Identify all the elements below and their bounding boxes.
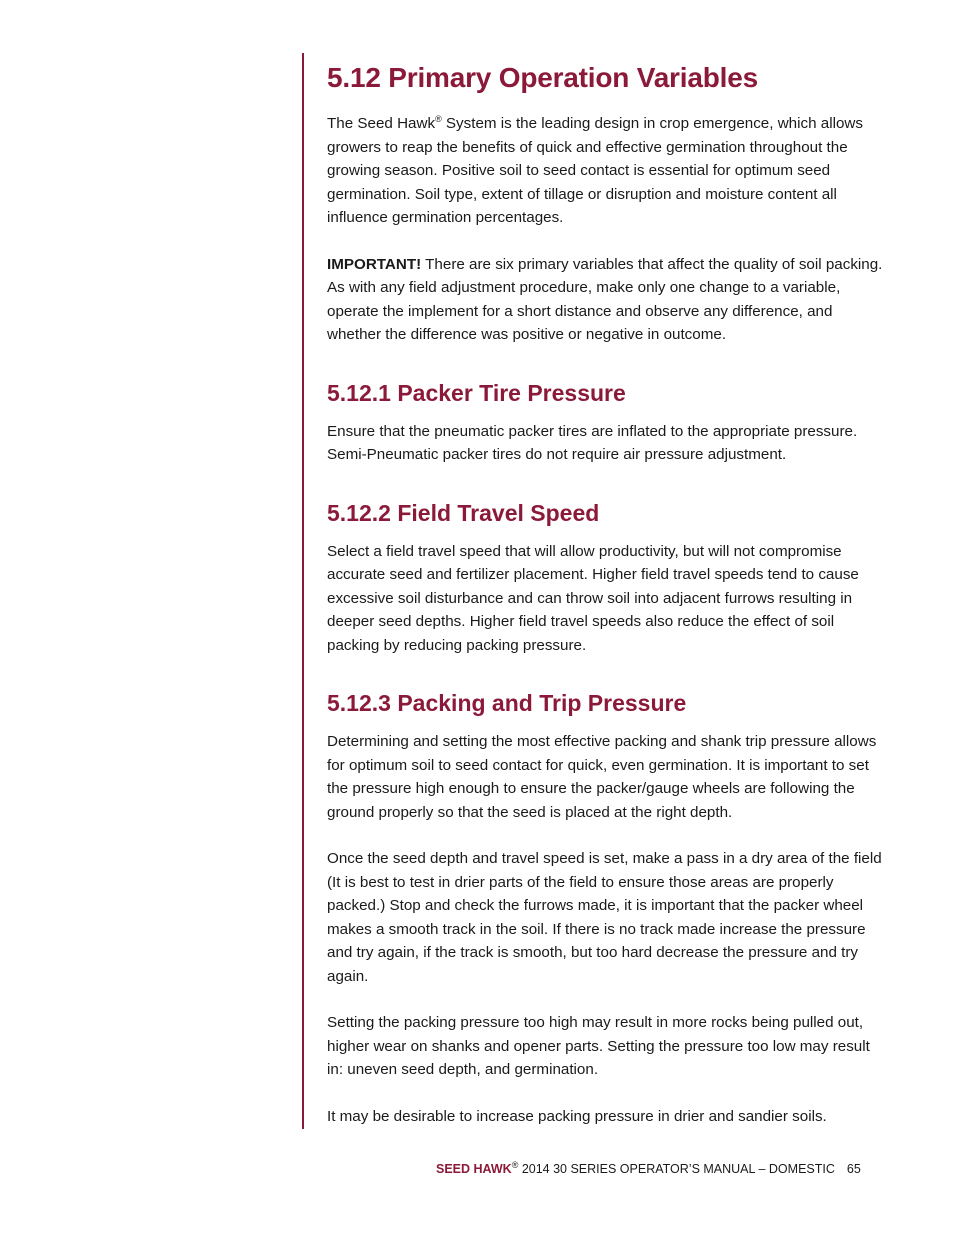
important-label: IMPORTANT! [327,255,422,273]
registered-mark: ® [435,113,442,124]
section-packer-tire-pressure [327,377,887,467]
intro-text: System is the leading design in crop emergence, which allows growers to reap the benefits of quick and effective germination throughout the growing season. Positive soil to seed contact is essential for optimum seed germination. Soil type, extent of tillage or disruption and moisture content all influence germination percentages. [327,115,863,226]
section-paragraph: Select a field travel speed that will allow productivity, but will not compromise accurate seed and fertilizer placement. Higher field travel speeds tend to cause excessive soil disturbance and can throw soil into adjacent furrows resulting in deeper seed depths. Higher field travel speeds also reduce the effect of soil packing by reducing packing pressure. [327,542,859,654]
section-field-travel-speed [327,497,887,658]
page-number: 65 [846,1162,861,1176]
intro-paragraph [327,112,887,230]
page-content [327,58,887,1151]
section-paragraph: Ensure that the pneumatic packer tires are inflated to the appropriate pressure. Semi-Pneumatic packer tires do not require air pressure adjustment. [327,422,858,463]
section-paragraph: Determining and setting the most effective packing and shank trip pressure allows for optimum soil to seed contact for quick, even germination. It is important to set the pressure high enough to ensure the packer/gauge wheels are following the ground properly so that the seed is placed at the right depth. [327,733,877,821]
margin-rule [302,53,304,1129]
intro-brand: The Seed Hawk [327,115,436,132]
important-paragraph [327,253,887,347]
footer-registered-mark: ® [511,1159,519,1170]
section-heading: 5.12.1 Packer Tire Pressure [327,379,626,406]
page-footer [436,1159,886,1176]
section-paragraph: It may be desirable to increase packing pressure in drier and sandier soils. [327,1107,827,1125]
page-title: 5.12 Primary Operation Variables [327,62,758,93]
section-paragraph: Once the seed depth and travel speed is set, make a pass in a dry area of the field (It is best to test in drier parts of the field to ensure those areas are properly packed.) Stop and check the furrows made, it is important that the packer wheel makes a smooth track in the soil. If there is no track made increase the pressure and try again, if the track is smooth, but too hard decrease the pressure and try again. [327,850,882,985]
section-heading: 5.12.3 Packing and Trip Pressure [327,690,687,716]
section-packing-trip-pressure [327,687,887,1128]
section-paragraph: Setting the packing pressure too high may result in more rocks being pulled out, higher wear on shanks and opener parts. Setting the pressure too low may result in: uneven seed depth, and germination. [327,1014,870,1078]
section-heading: 5.12.2 Field Travel Speed [327,499,600,526]
important-text: There are six primary variables that affect the quality of soil packing. As with any field adjustment procedure, make only one change to a variable, operate the implement for a short distance and observe any difference, and whether the difference was positive or negative in outcome. [327,255,883,343]
footer-manual-title: 2014 30 SERIES OPERATOR’S MANUAL – DOMESTIC [518,1162,835,1176]
footer-brand: SEED HAWK [436,1162,512,1176]
